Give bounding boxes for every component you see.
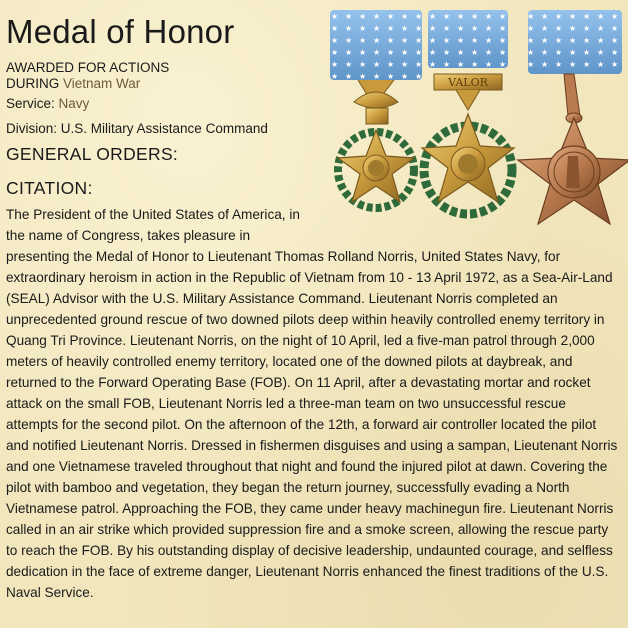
valor-bar-text: VALOR xyxy=(448,76,488,89)
citation-heading: CITATION: xyxy=(6,178,93,198)
medals-illustration xyxy=(328,10,628,228)
service-label: Service: xyxy=(6,96,55,111)
service-row xyxy=(6,96,89,111)
page-title: Medal of Honor xyxy=(6,13,235,50)
award-info xyxy=(6,60,169,92)
division-label: Division: xyxy=(6,121,58,136)
citation-body: The President of the United States of America, in the name of Congress, takes pleasure in presenting the Medal of Honor to Lieutenant Thomas Rolland Norris, United States Navy, for extraordinary heroism in action in the Republic of Vietnam from 10 - 13 April 1972, as a Sea-Air-Land (SEAL) Advisor with the U.S. Military Assistance Command. Lieutenant Norris completed an unprecedented ground rescue of two downed pilots deep within heavily controlled enemy territory in Quang Tri Province. Lieutenant Norris, on the night of 10 April, led a five-man patrol through 2,000 meters of heavily controlled enemy territory, located one of the downed pilots at daybreak, and returned to the Forward Operating Base (FOB). On 11 April, after a devastating mortar and rocket attack on the small FOB, Lieutenant Norris led a three-man team on two unsuccessful rescue attempts for the second pilot. On the afternoon of the 12th, a forward air controller located the pilot and notified Lieutenant Norris. Dressed in fishermen disguises and using a sampan, Lieutenant Norris and one Vietnamese traveled throughout that night and found the injured pilot at dawn. Covering the pilot with bamboo and vegetation, they began the return journey, successfully evading a North Vietnamese patrol. Approaching the FOB, they came under heavy machinegun fire. Lieutenant Norris called in an air strike which provided suppression fire and a smoke screen, allowing the rescue party to reach the FOB. By his outstanding display of decisive leadership, undaunted courage, and selfless dedication in the face of extreme danger, Lieutenant Norris enhanced the finest traditions of the U.S. Naval Service. xyxy=(6,207,618,600)
during-line xyxy=(6,76,169,92)
service-link[interactable]: Navy xyxy=(58,96,90,111)
general-orders-heading: GENERAL ORDERS: xyxy=(6,144,179,164)
division-value: U.S. Military Assistance Command xyxy=(60,121,268,136)
medal-left xyxy=(330,10,422,208)
medal-middle xyxy=(422,10,514,214)
awarded-line: AWARDED FOR ACTIONS xyxy=(6,60,170,75)
during-prefix: DURING xyxy=(6,76,60,91)
division-row xyxy=(6,121,268,136)
medal-right xyxy=(518,10,628,224)
war-link[interactable]: Vietnam War xyxy=(63,76,141,91)
citation-text xyxy=(6,204,618,603)
medal-float-spacer xyxy=(313,204,618,242)
